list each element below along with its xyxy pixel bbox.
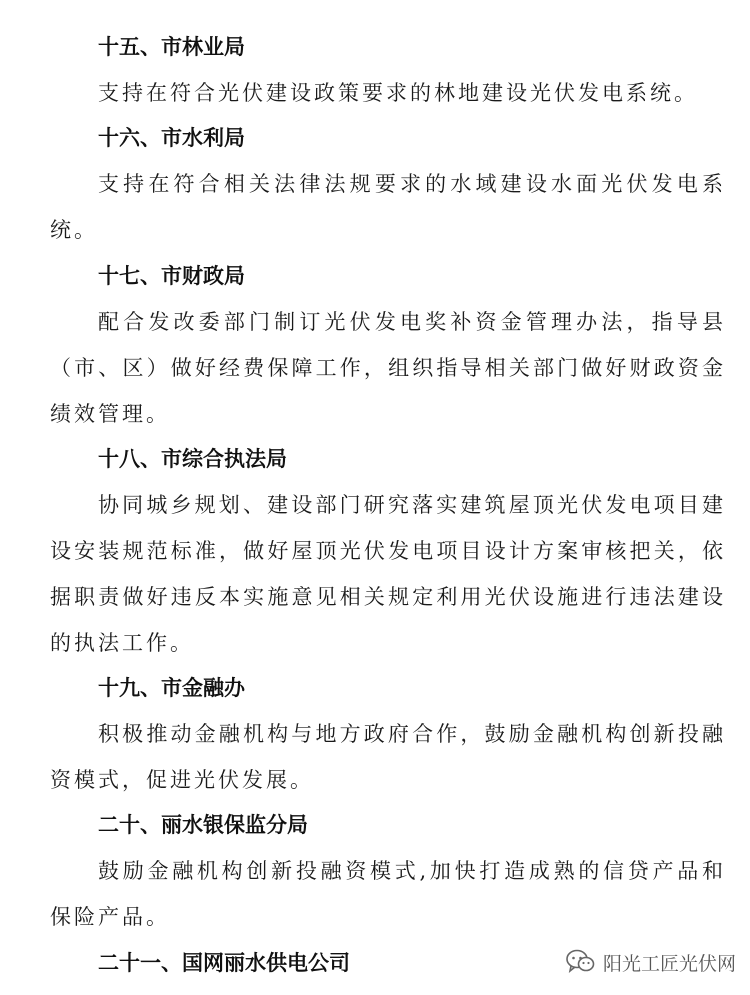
- watermark: [565, 947, 736, 977]
- watermark-text: 阳光工匠光伏网: [603, 952, 737, 975]
- section-paragraph: 配合发改委部门制订光伏发电奖补资金管理办法，指导县（市、区）做好经费保障工作，组织指导相关部门做好财政资金绩效管理。: [50, 310, 726, 426]
- section-paragraph: 鼓励金融机构创新投融资模式,加快打造成熟的信贷产品和保险产品。: [50, 859, 726, 929]
- section-heading: 十五、市林业局: [98, 35, 245, 59]
- section-paragraph: 支持在符合光伏建设政策要求的林地建设光伏发电系统。: [98, 81, 698, 105]
- section-heading: 二十、丽水银保监分局: [98, 813, 308, 837]
- section-paragraph: 协同城乡规划、建设部门研究落实建筑屋顶光伏发电项目建设安装规范标准，做好屋顶光伏发电项目设计方案审核把关，依据职责做好违反本实施意见相关规定利用光伏设施进行违法建设的执法工作。: [50, 493, 726, 655]
- section-heading: 二十一、国网丽水供电公司: [98, 951, 350, 975]
- section-paragraph: 积极推动金融机构与地方政府合作，鼓励金融机构创新投融资模式，促进光伏发展。: [50, 722, 726, 792]
- section-heading: 十八、市综合执法局: [98, 447, 287, 471]
- section-paragraph: 支持在符合相关法律法规要求的水域建设水面光伏发电系统。: [50, 172, 726, 242]
- section-heading: 十六、市水利局: [98, 126, 245, 150]
- wechat-icon: [565, 949, 595, 975]
- section-heading: 十七、市财政局: [98, 264, 245, 288]
- section-heading: 十九、市金融办: [98, 676, 245, 700]
